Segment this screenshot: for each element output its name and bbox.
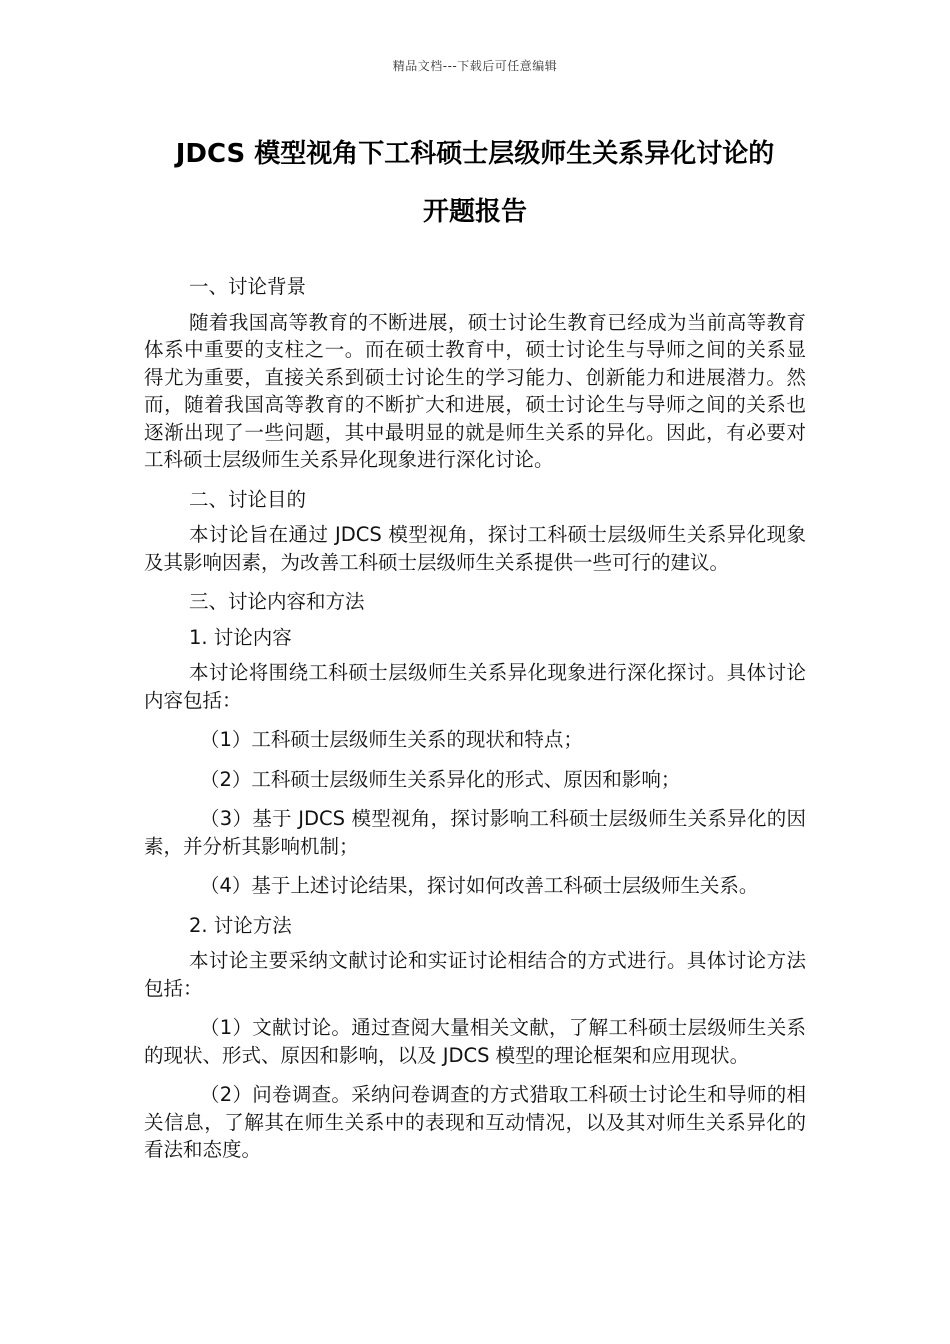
section-heading-content-methods: 三、讨论内容和方法	[189, 590, 365, 613]
paragraph-content-intro: 本讨论将围绕工科硕士层级师生关系异化现象进行深化探讨。具体讨论内容包括：	[144, 661, 806, 712]
paragraph-purpose: 本讨论旨在通过 JDCS 模型视角，探讨工科硕士层级师生关系异化现象及其影响因素，为改善工科硕士层级师生关系提供一些可行的建议。	[144, 523, 806, 574]
subsection-heading-content: 1. 讨论内容	[189, 625, 292, 649]
section-heading-background: 一、讨论背景	[189, 275, 307, 298]
document-title-line2: 开题报告	[422, 197, 527, 227]
list-item: （3）基于 JDCS 模型视角，探讨影响工科硕士层级师生关系异化的因素，并分析其影响机制；	[144, 807, 806, 858]
subsection-heading-methods: 2. 讨论方法	[189, 913, 292, 937]
list-item: （2）问卷调查。采纳问卷调查的方式猎取工科硕士讨论生和导师的相关信息，了解其在师生关系中的表现和互动情况，以及其对师生关系异化的看法和态度。	[144, 1083, 806, 1161]
list-item: （2）工科硕士层级师生关系异化的形式、原因和影响；	[200, 767, 681, 791]
section-heading-purpose: 二、讨论目的	[189, 487, 307, 511]
list-item: （1）工科硕士层级师生关系的现状和特点；	[200, 728, 583, 751]
paragraph-methods-intro: 本讨论主要采纳文献讨论和实证讨论相结合的方式进行。具体讨论方法包括：	[144, 949, 806, 1000]
list-item: （1）文献讨论。通过查阅大量相关文献，了解工科硕士层级师生关系的现状、形式、原因和影响，以及 JDCS 模型的理论框架和应用现状。	[144, 1016, 806, 1067]
list-item: （4）基于上述讨论结果，探讨如何改善工科硕士层级师生关系。	[200, 874, 759, 897]
document-title-line1: JDCS 模型视角下工科硕士层级师生关系异化讨论的	[175, 139, 775, 169]
paragraph-background: 随着我国高等教育的不断进展，硕士讨论生教育已经成为当前高等教育体系中重要的支柱之一。而在硕士教育中，硕士讨论生与导师之间的关系显得尤为重要，直接关系到硕士讨论生的学习能力、创新能力和进展潜力。然而，随着我国高等教育的不断扩大和进展，硕士讨论生与导师之间的关系也逐渐出现了一些问题，其中最明显的就是师生关系的异化。因此，有必要对工科硕士层级师生关系异化现象进行深化讨论。	[144, 310, 806, 471]
document-body	[144, 273, 806, 1176]
header-note: 精品文档---下载后可任意编辑	[392, 59, 558, 73]
